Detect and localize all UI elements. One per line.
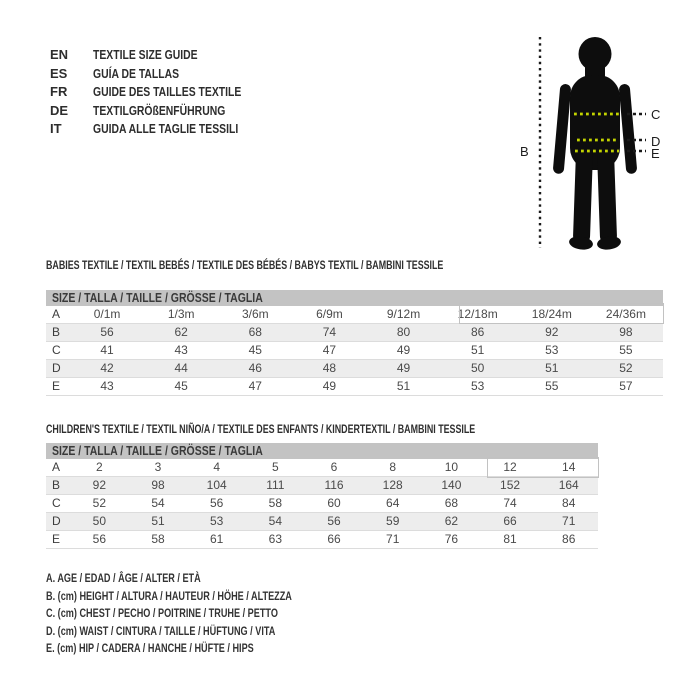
language-code: EN	[50, 47, 69, 62]
table-cell: 68	[248, 325, 262, 339]
children-table-header	[46, 443, 598, 459]
table-cell: 49	[322, 379, 337, 393]
table-row	[46, 513, 598, 531]
table-cell: 62	[444, 514, 459, 528]
table-cell: 48	[322, 361, 337, 375]
babies-size-table	[46, 290, 663, 396]
table-cell: 52	[92, 496, 107, 510]
language-label: TEXTILGRÖßENFÜHRUNG	[93, 102, 226, 118]
table-cell: 52	[619, 361, 633, 375]
table-cell: 104	[206, 478, 227, 492]
table-cell: 55	[545, 379, 559, 393]
table-row	[46, 459, 598, 477]
table-cell: 5	[272, 460, 279, 474]
measurement-legend	[46, 570, 370, 658]
language-code: ES	[50, 65, 68, 81]
language-row-it	[50, 120, 278, 139]
row-label: C	[52, 343, 61, 357]
table-cell: 51	[151, 514, 165, 528]
size-header-text: SIZE / TALLA / TAILLE / GRÖSSE / TAGLIA	[52, 444, 263, 458]
table-cell: 68	[444, 496, 459, 510]
language-label: GUIDE DES TAILLES TEXTILE	[93, 84, 242, 99]
table-cell: 41	[100, 343, 114, 357]
table-row	[46, 495, 598, 513]
row-label: E	[52, 532, 61, 546]
table-cell: 86	[562, 532, 576, 546]
language-label: TEXTILE SIZE GUIDE	[93, 47, 198, 62]
table-cell: 54	[268, 514, 283, 528]
table-cell: 111	[266, 478, 285, 492]
table-cell: 76	[444, 532, 459, 546]
table-cell: 116	[324, 478, 344, 492]
table-cell: 71	[562, 514, 576, 528]
table-cell: 53	[471, 379, 485, 393]
table-cell: 3	[154, 460, 162, 474]
table-cell: 56	[210, 496, 224, 510]
table-row	[46, 324, 663, 342]
table-cell: 63	[268, 532, 283, 546]
table-cell: 43	[100, 379, 114, 393]
table-cell: 49	[396, 361, 411, 375]
babies-table-header	[46, 290, 663, 306]
language-row-es	[50, 65, 278, 84]
table-cell: 46	[248, 361, 262, 375]
height-measure-line	[520, 37, 540, 248]
row-label: A	[52, 307, 61, 321]
table-cell: 18/24m	[531, 307, 572, 321]
children-table-body	[46, 459, 598, 549]
table-cell: 92	[92, 478, 107, 492]
table-cell: 56	[92, 532, 107, 546]
table-cell: 9/12m	[386, 307, 421, 321]
chest-label: C	[651, 107, 661, 122]
language-row-de	[50, 102, 278, 121]
table-cell: 58	[268, 496, 283, 510]
language-row-fr	[50, 83, 278, 102]
table-cell: 45	[248, 343, 262, 357]
table-cell: 43	[174, 343, 188, 357]
child-silhouette-figure	[505, 22, 685, 262]
language-row-en	[50, 46, 278, 65]
children-size-table	[46, 443, 598, 549]
size-header-text: SIZE / TALLA / TAILLE / GRÖSSE / TAGLIA	[52, 291, 263, 305]
row-label: D	[52, 361, 61, 375]
table-cell: 98	[151, 478, 165, 492]
table-row	[46, 306, 663, 324]
children-table-title-text: CHILDREN'S TEXTILE / TEXTIL NIÑO/A / TEXTILE DES ENFANTS / KINDERTEXTIL / BAMBINI TESSILE	[46, 422, 476, 436]
table-cell: 86	[471, 325, 485, 339]
table-cell: 44	[174, 361, 188, 375]
table-cell: 4	[213, 460, 221, 474]
table-cell: 8	[389, 460, 397, 474]
table-cell: 128	[382, 478, 403, 492]
table-cell: 57	[619, 379, 633, 393]
table-cell: 6	[330, 460, 338, 474]
child-silhouette	[553, 37, 638, 251]
language-code: DE	[50, 102, 69, 118]
waist-label: D	[651, 134, 661, 149]
legend-text: D. (cm) WAIST / CINTURA / TAILLE / HÜFTUNG / VITA	[46, 623, 276, 638]
table-cell: 51	[545, 361, 559, 375]
height-label: B	[520, 144, 529, 159]
legend-text: B. (cm) HEIGHT / ALTURA / HAUTEUR / HÖHE / ALTEZZA	[46, 588, 292, 603]
legend-line-age	[46, 570, 370, 588]
table-cell: 66	[503, 514, 517, 528]
table-cell: 61	[210, 532, 224, 546]
table-cell: 0/1m	[93, 307, 121, 321]
table-cell: 45	[174, 379, 188, 393]
babies-table-body	[46, 306, 663, 396]
table-cell: 84	[562, 496, 576, 510]
table-cell: 66	[327, 532, 341, 546]
legend-line-hip	[46, 640, 370, 658]
legend-text: E. (cm) HIP / CADERA / HANCHE / HÜFTE / HIPS	[46, 641, 254, 655]
table-cell: 56	[327, 514, 341, 528]
table-cell: 56	[100, 325, 114, 339]
table-cell: 51	[396, 379, 411, 393]
table-cell: 98	[619, 325, 633, 339]
table-row	[46, 531, 598, 549]
table-row	[46, 477, 598, 495]
table-cell: 50	[471, 361, 485, 375]
table-cell: 49	[396, 343, 411, 357]
table-cell: 51	[471, 343, 485, 357]
table-cell: 58	[151, 532, 165, 546]
table-cell: 24/36m	[605, 307, 646, 321]
table-cell: 55	[619, 343, 633, 357]
row-label: B	[52, 325, 61, 339]
table-cell: 3/6m	[241, 307, 269, 321]
children-table-title	[46, 422, 626, 436]
table-row	[46, 360, 663, 378]
row-label: C	[52, 496, 61, 510]
table-cell: 10	[444, 460, 459, 474]
table-cell: 92	[545, 325, 559, 339]
table-cell: 2	[95, 460, 103, 474]
table-cell: 81	[503, 532, 517, 546]
table-cell: 12	[503, 460, 517, 474]
table-cell: 1/3m	[167, 307, 195, 321]
table-cell: 42	[100, 361, 114, 375]
language-label: GUÍA DE TALLAS	[93, 65, 180, 81]
table-cell: 47	[322, 343, 337, 357]
hip-label: E	[651, 146, 660, 161]
babies-table-title-text: BABIES TEXTILE / TEXTIL BEBÉS / TEXTILE DES BÉBÉS / BABYS TEXTIL / BAMBINI TESSILE	[46, 258, 444, 272]
row-label: A	[52, 460, 61, 474]
table-cell: 50	[92, 514, 107, 528]
table-cell: 140	[441, 478, 462, 492]
table-cell: 64	[386, 496, 400, 510]
table-cell: 53	[545, 343, 559, 357]
language-code: FR	[50, 84, 68, 99]
row-label: B	[52, 478, 61, 492]
babies-table-title	[46, 258, 583, 272]
table-cell: 47	[248, 379, 262, 393]
legend-line-height	[46, 588, 370, 606]
table-cell: 71	[386, 532, 400, 546]
table-row	[46, 342, 663, 360]
language-code: IT	[50, 121, 62, 136]
table-cell: 6/9m	[316, 307, 343, 321]
row-label: E	[52, 379, 61, 393]
table-cell: 14	[562, 460, 576, 474]
language-list	[50, 46, 278, 139]
table-cell: 12/18m	[457, 307, 498, 321]
legend-text: A. AGE / EDAD / ÂGE / ALTER / ETÀ	[46, 571, 201, 585]
language-label: GUIDA ALLE TAGLIE TESSILI	[93, 121, 239, 136]
legend-line-chest	[46, 605, 370, 623]
table-cell: 60	[327, 496, 341, 510]
table-cell: 59	[386, 514, 400, 528]
legend-text: C. (cm) CHEST / PECHO / POITRINE / TRUHE / PETTO	[46, 606, 278, 620]
row-label: D	[52, 514, 61, 528]
legend-line-waist	[46, 623, 370, 641]
table-cell: 164	[558, 478, 579, 492]
table-cell: 62	[174, 325, 188, 339]
table-cell: 80	[396, 325, 411, 339]
table-cell: 53	[210, 514, 224, 528]
table-cell: 152	[500, 478, 521, 492]
table-row	[46, 378, 663, 396]
table-cell: 54	[151, 496, 165, 510]
table-cell: 74	[322, 325, 337, 339]
table-cell: 74	[503, 496, 517, 510]
